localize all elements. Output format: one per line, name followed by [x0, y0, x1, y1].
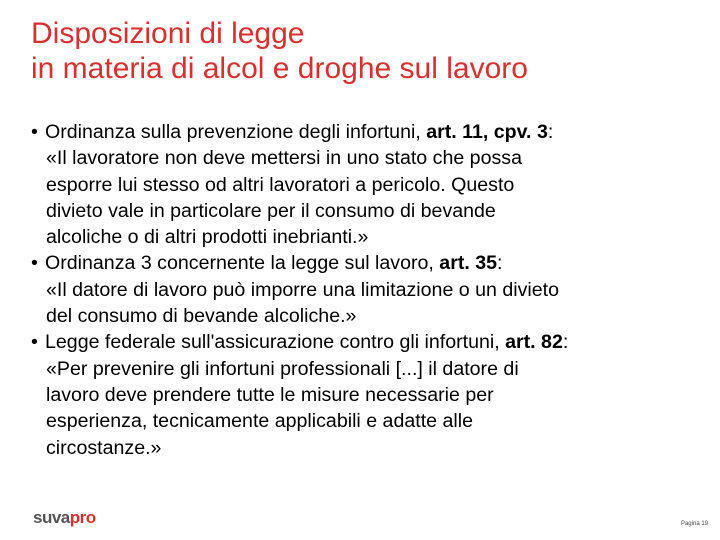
bullet-item	[31, 329, 706, 460]
bullet-suffix: :	[497, 252, 503, 275]
bullet-prefix: Ordinanza 3 concernente la legge sul lavoro,	[45, 252, 440, 275]
quote-line: esperienza, tecnicamente applicabili e adatte alle	[46, 410, 473, 433]
quote-line: del consumo di bevande alcoliche.»	[46, 305, 357, 328]
quote-line: «Per prevenire gli infortuni professionali [...] il datore di	[46, 357, 519, 380]
slide-title	[31, 16, 701, 86]
quote-line: divieto vale in particolare per il consumo di bevande	[46, 199, 496, 222]
bullet-ref: art. 35	[439, 252, 498, 275]
quote-line: «Il lavoratore non deve mettersi in uno stato che possa	[46, 147, 522, 170]
bullet-dot-icon: •	[31, 121, 38, 143]
bullet-ref: art. 11, cpv. 3	[426, 121, 548, 143]
bullet-first-line	[31, 329, 706, 355]
bullet-item	[31, 119, 706, 250]
bullet-dot-icon: •	[31, 331, 38, 354]
suvapro-logo	[33, 508, 96, 528]
title-line-2: in materia di alcol e droghe sul lavoro	[31, 52, 528, 85]
bullet-suffix: :	[562, 331, 569, 354]
quote-line: circostanze.»	[46, 436, 162, 459]
logo-part-pro: pro	[69, 508, 96, 527]
page-number: Pagina 19	[680, 521, 708, 527]
logo-part-suva: suva	[33, 508, 70, 527]
quote-line: alcoliche o di altri prodotti inebrianti.»	[46, 226, 369, 249]
bullet-first-line	[31, 250, 706, 276]
bullet-prefix: Ordinanza sulla prevenzione degli infortuni,	[45, 121, 427, 143]
quote-line: esporre lui stesso od altri lavoratori a pericolo. Questo	[46, 173, 515, 196]
title-line-1: Disposizioni di legge	[31, 17, 305, 50]
bullet-ref: art. 82	[505, 331, 563, 354]
bullet-prefix: Legge federale sull'assicurazione contro gli infortuni,	[45, 331, 506, 354]
bullet-suffix: :	[547, 121, 554, 143]
bullet-first-line	[31, 119, 706, 145]
bullet-item	[31, 250, 706, 329]
quote-line: lavoro deve prendere tutte le misure necessarie per	[46, 383, 494, 406]
bullet-dot-icon: •	[31, 252, 38, 275]
quote-line: «Il datore di lavoro può imporre una limitazione o un divieto	[46, 278, 559, 301]
slide-content	[31, 119, 706, 461]
